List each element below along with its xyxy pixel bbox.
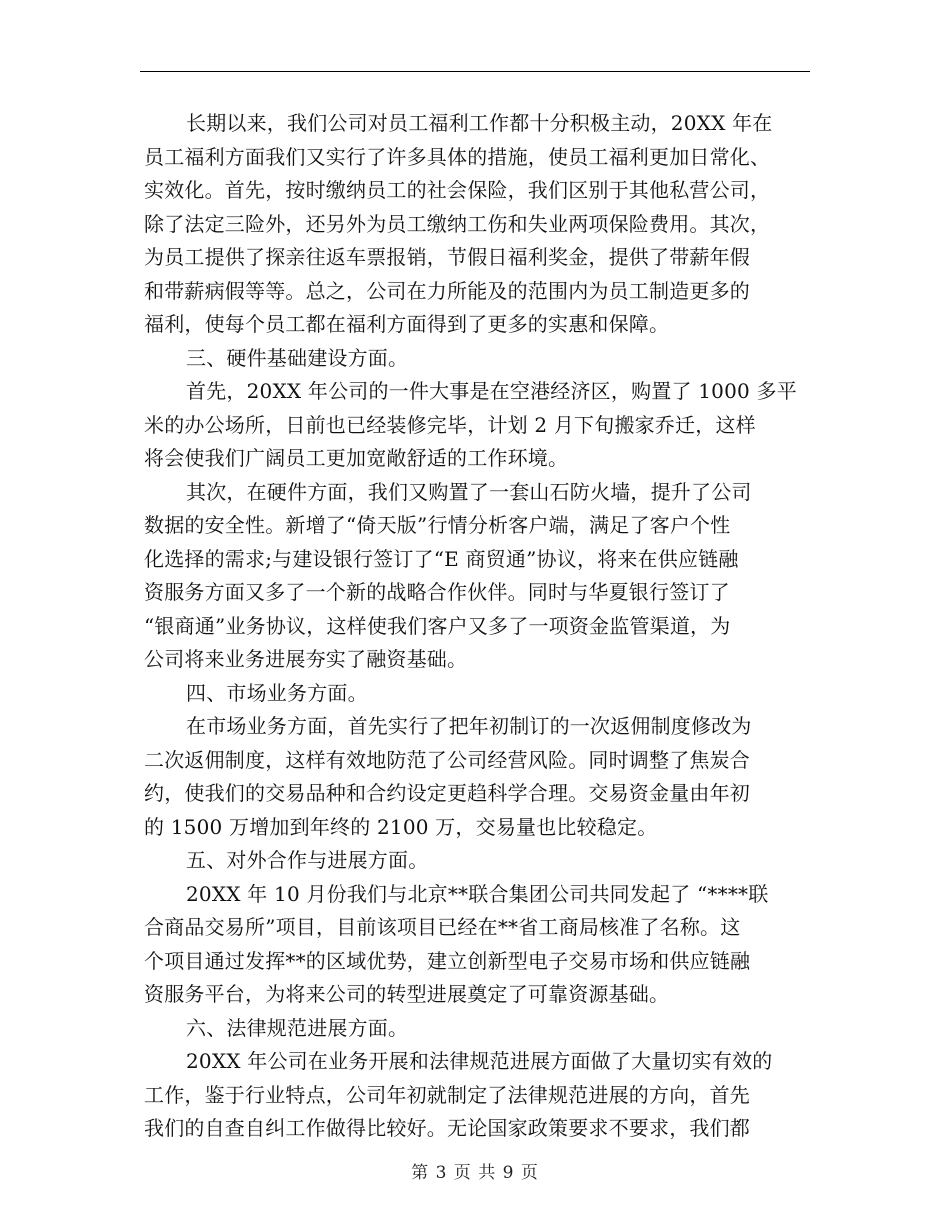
paragraph-line: 公司将来业务进展夯实了融资基础。 [144, 647, 468, 671]
section-heading: 四、市场业务方面。 [186, 680, 368, 705]
paragraph-line: 员工福利方面我们又实行了许多具体的措施，使员工福利更加日常化、 [144, 144, 771, 169]
paragraph-line: 长期以来，我们公司对员工福利工作都十分积极主动，20XX 年在 [186, 111, 773, 135]
paragraph-line: 首先，20XX 年公司的一件大事是在空港经济区，购置了 1000 多平 [186, 379, 797, 403]
section-heading: 五、对外合作与进展方面。 [186, 848, 429, 872]
section-heading: 三、硬件基础建设方面。 [186, 345, 409, 370]
paragraph-line: 合商品交易所”项目，目前该项目已经在**省工商局核准了名称。这 [144, 915, 741, 939]
paragraph-line: 个项目通过发挥**的区域优势，建立创新型电子交易市场和供应链融 [144, 948, 751, 973]
paragraph-line: 资服务方面又多了一个新的战略合作伙伴。同时与华夏银行签订了 [144, 580, 730, 604]
paragraph-line: 我们的自查自纠工作做得比较好。无论国家政策要求不要求，我们都 [144, 1116, 750, 1140]
section-heading: 六、法律规范进展方面。 [186, 1015, 409, 1040]
paragraph-line: “银商通”业务协议，这样使我们客户又多了一项资金监管渠道，为 [144, 613, 731, 638]
paragraph-line: 将会使我们广阔员工更加宽敞舒适的工作环境。 [144, 446, 569, 470]
document-body [144, 107, 808, 1146]
paragraph-line: 在市场业务方面，首先实行了把年初制订的一次返佣制度修改为 [186, 714, 752, 738]
paragraph-line: 为员工提供了探亲往返车票报销，节假日福利奖金，提供了带薪年假 [144, 245, 750, 269]
paragraph-line: 实效化。首先，按时缴纳员工的社会保险，我们区别于其他私营公司， [144, 178, 771, 202]
paragraph-line: 二次返佣制度，这样有效地防范了公司经营风险。同时调整了焦炭合 [144, 747, 750, 772]
paragraph-line: 20XX 年公司在业务开展和法律规范进展方面做了大量切实有效的 [186, 1049, 773, 1073]
paragraph-line: 福利，使每个员工都在福利方面得到了更多的实惠和保障。 [144, 312, 670, 336]
paragraph-line: 除了法定三险外，还另外为员工缴纳工伤和失业两项保险费用。其次， [144, 211, 771, 236]
page-number-footer: 第 3 页 共 9 页 [411, 1163, 539, 1183]
paragraph-line: 的 1500 万增加到年终的 2100 万，交易量也比较稳定。 [144, 814, 658, 839]
paragraph-line: 和带薪病假等等。总之，公司在力所能及的范围内为员工制造更多的 [144, 278, 750, 303]
paragraph-line: 米的办公场所，日前也已经装修完毕，计划 2 月下旬搬家乔迁，这样 [144, 412, 756, 437]
paragraph-line: 资服务平台，为将来公司的转型进展奠定了可靠资源基础。 [144, 982, 670, 1006]
paragraph-line: 约，使我们的交易品种和合约设定更趋科学合理。交易资金量由年初 [144, 781, 750, 805]
paragraph-line: 化选择的需求;与建设银行签订了“E 商贸通”协议，将来在供应链融 [144, 546, 739, 571]
paragraph-line: 工作，鉴于行业特点，公司年初就制定了法律规范进展的方向，首先 [144, 1082, 750, 1107]
paragraph-line: 数据的安全性。新增了“倚天版”行情分析客户端，满足了客户个性 [144, 513, 731, 537]
header-rule [140, 71, 810, 72]
paragraph-line: 20XX 年 10 月份我们与北京**联合集团公司共同发起了 “****联 [186, 881, 769, 906]
paragraph-line: 其次，在硬件方面，我们又购置了一套山石防火墙，提升了公司 [186, 479, 752, 504]
